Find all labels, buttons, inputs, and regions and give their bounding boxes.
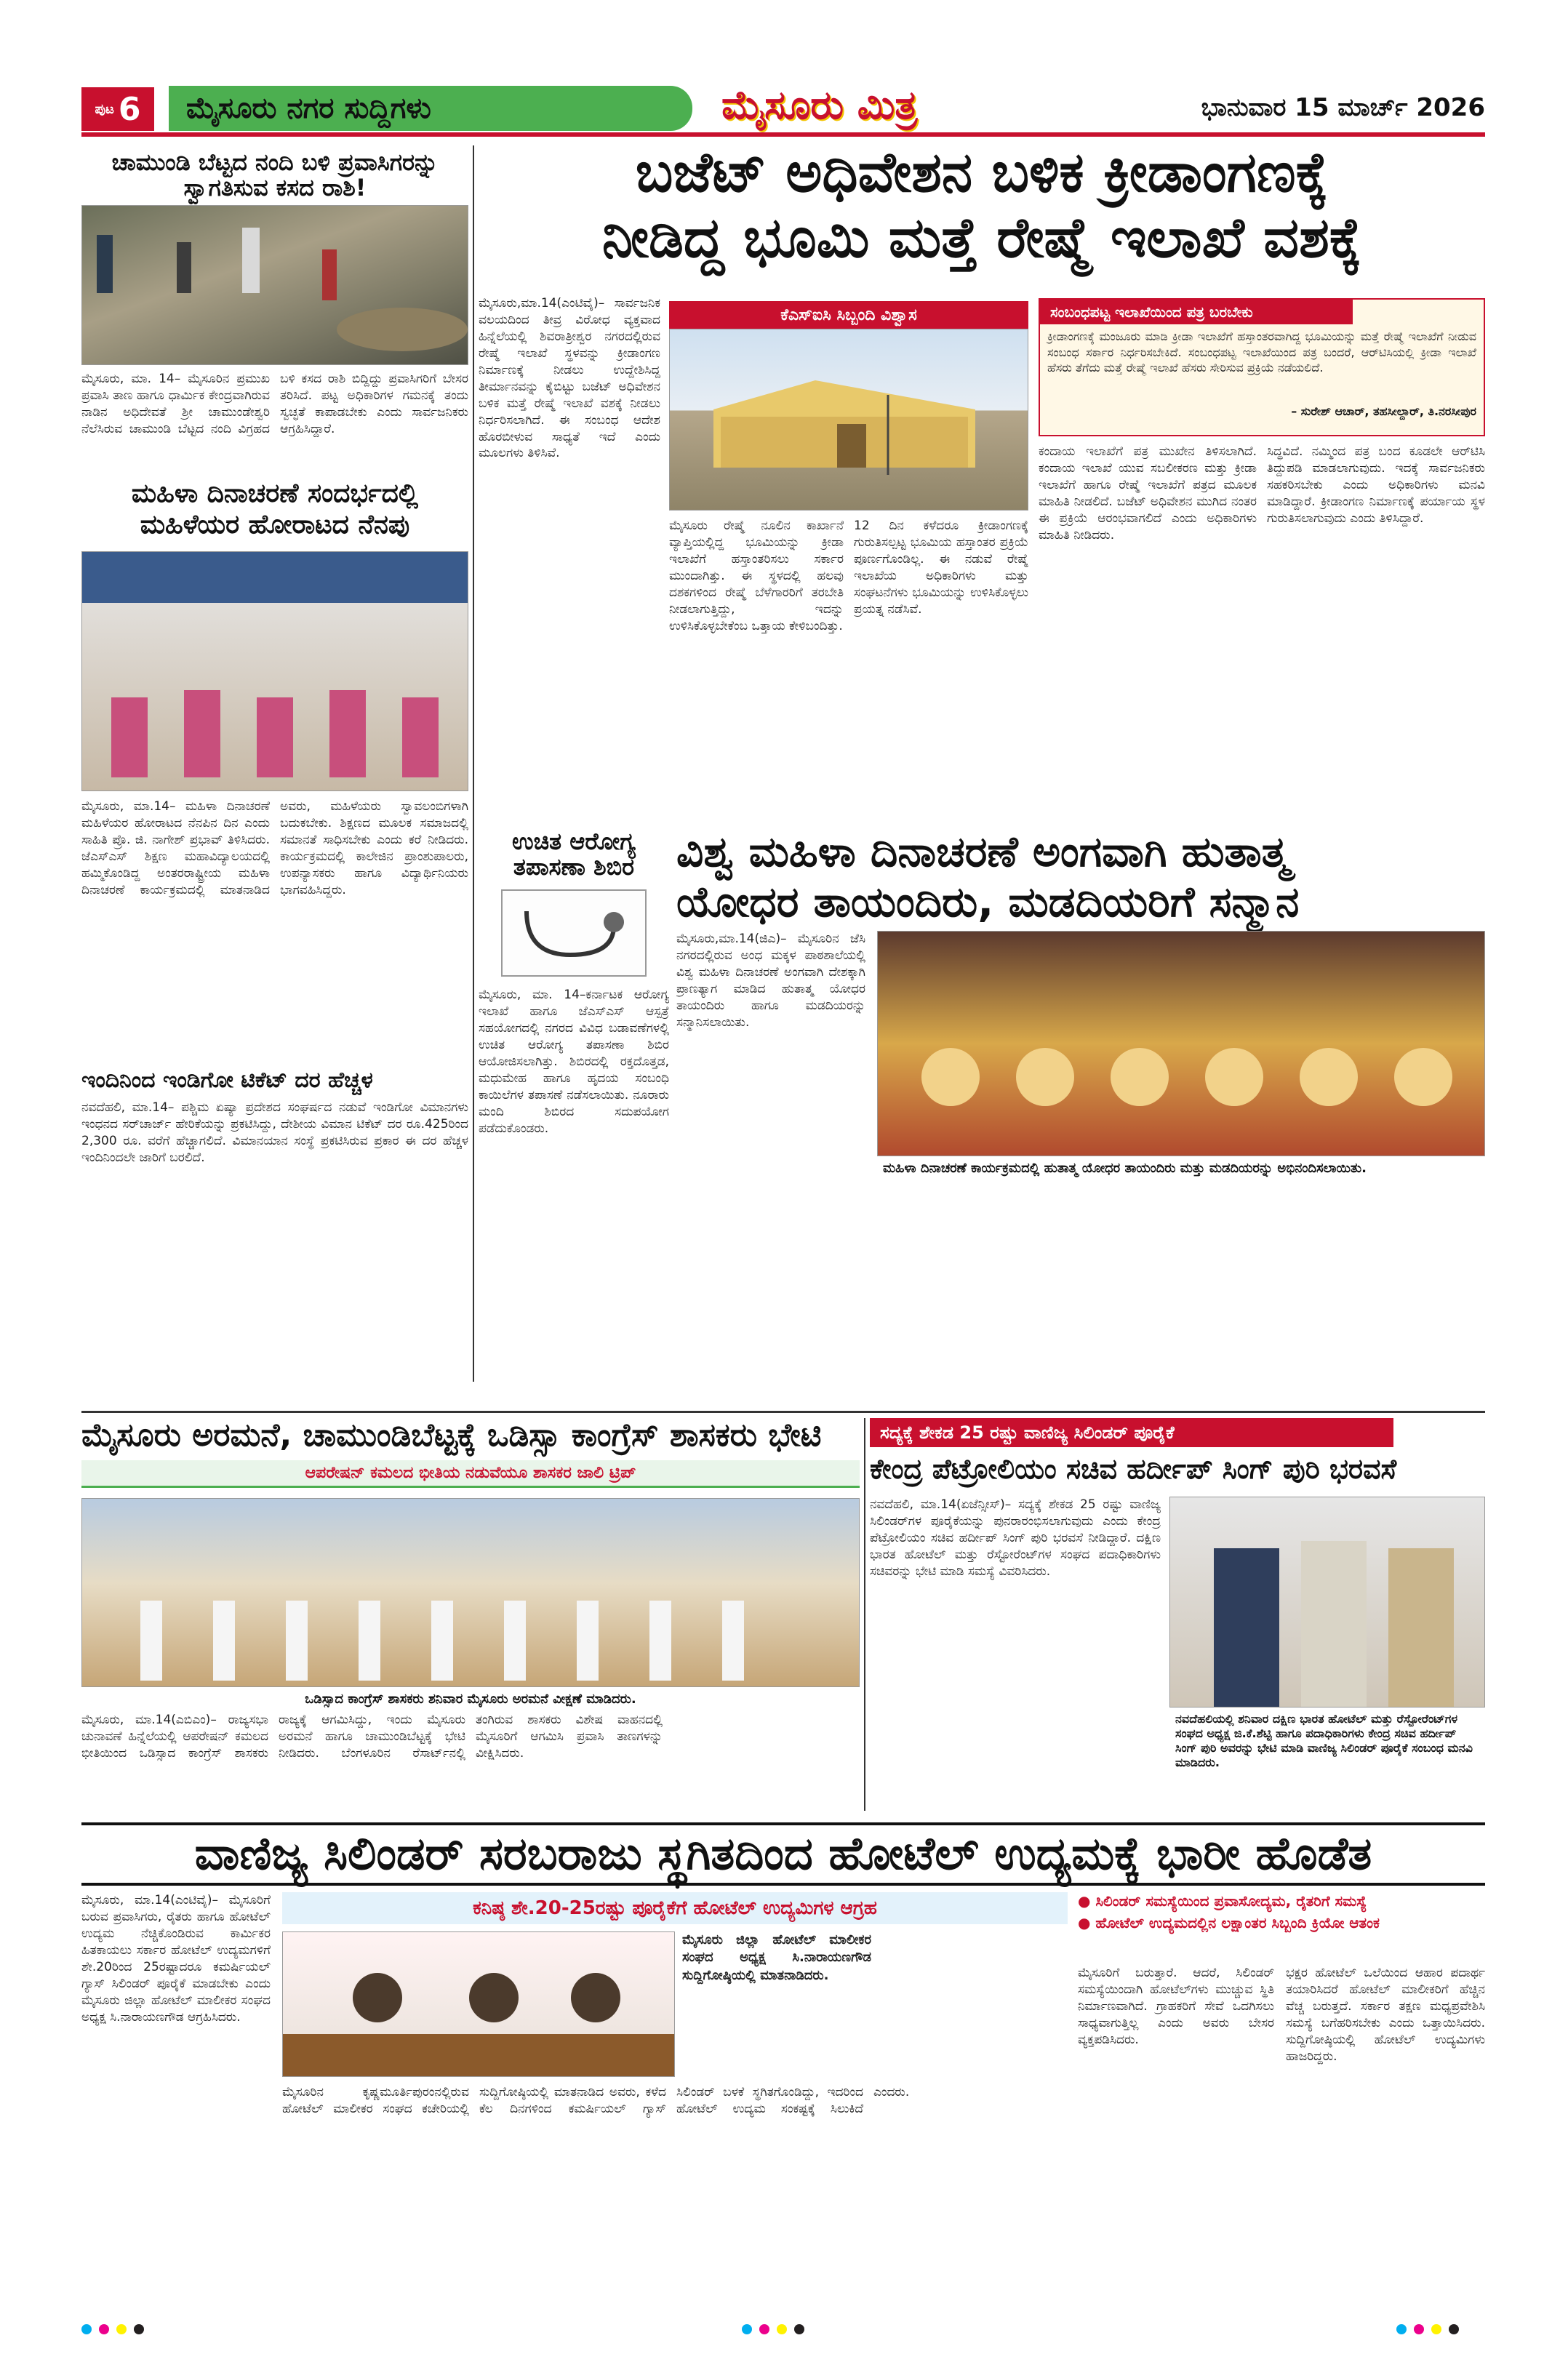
headline: ಕೇಂದ್ರ ಪೆಟ್ರೋಲಿಯಂ ಸಚಿವ ಹರ್ದೀಪ್ ಸಿಂಗ್ ಪುರಿ ಭರವಸೆ <box>870 1453 1397 1485</box>
black-dot <box>1449 2324 1459 2334</box>
story-body: ನವದೆಹಲಿ, ಮಾ.14– ಪಶ್ಚಿಮ ಏಷ್ಯಾ ಪ್ರದೇಶದ ಸಂಘರ್ಷದ ನಡುವೆ ಇಂಡಿಗೋ ವಿಮಾನಗಳು ಇಂಧನದ ಸರ್‌ಚಾರ್ಜ್ ಹೇರಿಕೆಯನ್ನು ಪ್ರಕಟಿಸಿದ್ದು, ದೇಶೀಯ ವಿಮಾನ ಟಿಕೆಟ್ ದರ ರೂ.425ರಿಂದ 2,300 ರೂ. ವರೆಗೆ ಹೆಚ್ಚಾಗಲಿದೆ. ವಿಮಾನಯಾನ ಸಂಸ್ಥೆ ಪ್ರಕಟಿಸಿರುವ ಪ್ರಕಾರ ಈ ದರ ಹೆಚ್ಚಳ ಇಂದಿನಿಂದಲೇ ಜಾರಿಗೆ ಬರಲಿದೆ. <box>81 1100 468 1166</box>
magenta-dot <box>759 2324 769 2334</box>
black-dot <box>794 2324 804 2334</box>
story-indigo-fare <box>81 1069 468 1389</box>
story-body-col4: ಭಕ್ಷರ ಹೋಟೆಲ್ ಒಲೆಯಿಂದ ಆಹಾರ ಪದಾರ್ಥ ತಯಾರಿಸಿದರೆ ಹೋಟೆಲ್ ಮಾಲೀಕರಿಗೆ ಹೆಚ್ಚಿನ ವೆಚ್ಚ ಬರುತ್ತದೆ. ಸರ್ಕಾರ ತಕ್ಷಣ ಮಧ್ಯಪ್ರವೇಶಿಸಿ ಸಮಸ್ಯೆ ಬಗೆಹರಿಸಬೇಕು ಎಂದು ಒತ್ತಾಯಿಸಿದರು. ಸುದ್ದಿಗೋಷ್ಠಿಯಲ್ಲಿ ಹೋಟೆಲ್ ಉದ್ಯಮಿಗಳು ಹಾಜರಿದ್ದರು. <box>1286 1966 1485 2064</box>
story-cylinder-minister <box>870 1418 1485 1811</box>
palace-group-image <box>82 1499 860 1687</box>
photo-caption: ಒಡಿಸ್ಸಾದ ಕಾಂಗ್ರೆಸ್ ಶಾಸಕರು ಶನಿವಾರ ಮೈಸೂರು ಅರಮನೆ ವೀಕ್ಷಣೆ ಮಾಡಿದರು. <box>305 1692 636 1707</box>
quote-label: ಮೈಸೂರು ಜಿಲ್ಲಾ ಹೋಟೆಲ್ ಮಾಲೀಕರ ಸಂಘದ ಅಧ್ಯಕ್ಷ ಸಿ.ನಾರಾಯಣಗೌಡ ಸುದ್ದಿಗೋಷ್ಠಿಯಲ್ಲಿ ಮಾತನಾಡಿದರು. <box>682 1932 871 1983</box>
story-body: ಮೈಸೂರು, ಮಾ. 14–ಕರ್ನಾಟಕ ಆರೋಗ್ಯ ಇಲಾಖೆ ಹಾಗೂ ಜೆಎಸ್‌ಎಸ್ ಆಸ್ಪತ್ರೆ ಸಹಯೋಗದಲ್ಲಿ ನಗರದ ವಿವಿಧ ಬಡಾವಣೆಗಳಲ್ಲಿ ಉಚಿತ ಆರೋಗ್ಯ ತಪಾಸಣಾ ಶಿಬಿರ ಆಯೋಜಿಸಲಾಗಿತ್ತು. ಶಿಬಿರದಲ್ಲಿ ರಕ್ತದೊತ್ತಡ, ಮಧುಮೇಹ ಹಾಗೂ ಹೃದಯ ಸಂಬಂಧಿ ಕಾಯಿಲೆಗಳ ತಪಾಸಣೆ ನಡೆಸಲಾಯಿತು. ನೂರಾರು ಮಂದಿ ಶಿಬಿರದ ಸದುಪಯೋಗ ಪಡೆದುಕೊಂಡರು. <box>479 988 669 1136</box>
story-body-col3: 12 ದಿನ ಕಳೆದರೂ ಕ್ರೀಡಾಂಗಣಕ್ಕೆ ಗುರುತಿಸಲ್ಪಟ್ಟ ಭೂಮಿಯ ಹಸ್ತಾಂತರ ಪ್ರಕ್ರಿಯೆ ಪೂರ್ಣಗೊಂಡಿಲ್ಲ. ಈ ನಡುವೆ ರೇಷ್ಮೆ ಇಲಾಖೆಯ ಅಧಿಕಾರಿಗಳು ಮತ್ತು ಸಂಘಟನೆಗಳು ಭೂಮಿಯನ್ನು ಉಳಿಸಿಕೊಳ್ಳಲು ಪ್ರಯತ್ನ ನಡೆಸಿವೆ. <box>854 519 1028 617</box>
photo-caption: ನವದೆಹಲಿಯಲ್ಲಿ ಶನಿವಾರ ದಕ್ಷಿಣ ಭಾರತ ಹೋಟೆಲ್ ಮತ್ತು ರೆಸ್ಟೋರೆಂಟ್‌ಗಳ ಸಂಘದ ಅಧ್ಯಕ್ಷ ಜಿ.ಕೆ.ಶೆಟ್ಟಿ ಹಾಗೂ ಪದಾಧಿಕಾರಿಗಳು ಕೇಂದ್ರ ಸಚಿವ ಹರ್ದೀಪ್ ಸಿಂಗ್ ಪುರಿ ಅವರನ್ನು ಭೇಟಿ ಮಾಡಿ ವಾಣಿಜ್ಯ ಸಿಲಿಂಡರ್ ಪೂರೈಕೆ ಸಂಬಂಧ ಮನವಿ ಮಾಡಿದರು. <box>1175 1712 1473 1769</box>
story-body: ಮೈಸೂರು, ಮಾ.14– ಮಹಿಳಾ ದಿನಾಚರಣೆ ಮಹಿಳೆಯರ ಹೋರಾಟದ ನೆನಪಿನ ದಿನ ಎಂದು ಸಾಹಿತಿ ಪ್ರೊ. ಜಿ. ನಾಗೇಶ್ ಪ್ರಭಾವ್ ತಿಳಿಸಿದರು. ಜೆಎಸ್‌ಎಸ್ ಶಿಕ್ಷಣ ಮಹಾವಿದ್ಯಾಲಯದಲ್ಲಿ ಹಮ್ಮಿಕೊಂಡಿದ್ದ ಅಂತರರಾಷ್ಟ್ರೀಯ ಮಹಿಳಾ ದಿನಾಚರಣೆ ಕಾರ್ಯಕ್ರಮದಲ್ಲಿ ಮಾತನಾಡಿದ ಅವರು, ಮಹಿಳೆಯರು ಸ್ವಾವಲಂಬಿಗಳಾಗಿ ಬದುಕಬೇಕು. ಶಿಕ್ಷಣದ ಮೂಲಕ ಸಮಾಜದಲ್ಲಿ ಸಮಾನತೆ ಸಾಧಿಸಬೇಕು ಎಂದು ಕರೆ ನೀಡಿದರು. ಕಾರ್ಯಕ್ರಮದಲ್ಲಿ ಕಾಲೇಜಿನ ಪ್ರಾಂಶುಪಾಲರು, ಉಪನ್ಯಾಸಕರು ಹಾಗೂ ವಿದ್ಯಾರ್ಥಿನಿಯರು ಭಾಗವಹಿಸಿದ್ದರು. <box>81 799 468 897</box>
bullet-box <box>1078 1892 1485 1958</box>
ceremony-photo <box>877 931 1485 1156</box>
story-body-col3: ಮೈಸೂರಿಗೆ ಬರುತ್ತಾರೆ. ಆದರೆ, ಸಿಲಿಂಡರ್ ಸಮಸ್ಯೆಯಿಂದಾಗಿ ಹೋಟೆಲ್‌ಗಳು ಮುಚ್ಚುವ ಸ್ಥಿತಿ ನಿರ್ಮಾಣವಾಗಿದೆ. ಗ್ರಾಹಕರಿಗೆ ಸೇವೆ ಒದಗಿಸಲು ಸಾಧ್ಯವಾಗುತ್ತಿಲ್ಲ ಎಂದು ಅವರು ಬೇಸರ ವ್ಯಕ್ತಪಡಿಸಿದರು. <box>1078 1966 1274 2047</box>
column-divider <box>864 1418 865 1811</box>
yellow-dot <box>116 2324 127 2334</box>
headline-line1: ಉಚಿತ ಆರೋಗ್ಯ <box>512 829 636 855</box>
news-photo <box>81 205 468 365</box>
sidebox-signature: – ಸುರೇಶ್ ಆಚಾರ್, ತಹಸೀಲ್ದಾರ್, ತಿ.ನರಸೀಪುರ <box>1291 404 1476 418</box>
print-registration-marks <box>81 2324 144 2334</box>
black-dot <box>134 2324 144 2334</box>
story-body-col4: ಕಂದಾಯ ಇಲಾಖೆಗೆ ಪತ್ರ ಮುಖೇನ ತಿಳಿಸಲಾಗಿದೆ. ಕಂದಾಯ ಇಲಾಖೆ ಯುವ ಸಬಲೀಕರಣ ಮತ್ತು ಕ್ರೀಡಾ ಇಲಾಖೆಗೆ ಹಾಗೂ ರೇಷ್ಮೆ ಇಲಾಖೆಗೆ ಪತ್ರದ ಮೂಲಕ ಮಾಹಿತಿ ನೀಡಲಿದೆ. ಬಜೆಟ್ ಅಧಿವೇಶನ ಮುಗಿದ ನಂತರ ಈ ಪ್ರಕ್ರಿಯೆ ಆರಂಭವಾಗಲಿದೆ ಎಂದು ಅಧಿಕಾರಿಗಳು ಮಾಹಿತಿ ನೀಡಿದರು. <box>1039 444 1257 543</box>
women-group-image <box>82 552 468 791</box>
press-meet-photo <box>282 1931 675 2077</box>
kicker-bar: ಸದ್ಯಕ್ಕೆ ಶೇಕಡ 25 ರಷ್ಟು ವಾಣಿಜ್ಯ ಸಿಲಿಂಡರ್ ಪೂರೈಕೆ <box>870 1418 1393 1447</box>
headline-line1: ವಿಶ್ವ ಮಹಿಳಾ ದಿನಾಚರಣೆ ಅಂಗವಾಗಿ ಹುತಾತ್ಮ <box>676 829 1290 876</box>
magenta-dot <box>99 2324 109 2334</box>
press-meet-image <box>283 1932 675 2077</box>
print-registration-marks <box>1396 2324 1459 2334</box>
factory-building-image <box>670 329 1028 511</box>
masthead <box>81 81 1485 137</box>
story-womens-day-struggle <box>81 480 468 1062</box>
headline: ಇಂದಿನಿಂದ ಇಂಡಿಗೋ ಟಿಕೆಟ್ ದರ ಹೆಚ್ಚಳ <box>81 1069 373 1093</box>
newspaper-logo: ಮೈಸೂರು ಮಿತ್ರ <box>721 81 918 128</box>
group-photo <box>81 551 468 791</box>
subhead-bar: ಆಪರೇಷನ್ ಕಮಲದ ಭೀತಿಯ ನಡುವೆಯೂ ಶಾಸಕರ ಜಾಲಿ ಟ್ರಿಪ್ <box>81 1460 860 1488</box>
headline: ವಾಣಿಜ್ಯ ಸಿಲಿಂಡರ್ ಸರಬರಾಜು ಸ್ಥಗಿತದಿಂದ ಹೋಟೆಲ್ ಉದ್ಯಮಕ್ಕೆ ಭಾರೀ ಹೊಡೆತ <box>81 1822 1485 1886</box>
people-on-rocks-image <box>82 206 468 365</box>
sidebox-body: ಕ್ರೀಡಾಂಗಣಕ್ಕೆ ಮಂಜೂರು ಮಾಡಿ ಕ್ರೀಡಾ ಇಲಾಖೆಗೆ ಹಸ್ತಾಂತರವಾಗಿದ್ದ ಭೂಮಿಯನ್ನು ಮತ್ತೆ ರೇಷ್ಮೆ ಇಲಾಖೆಗೆ ನೀಡುವ ಸಂಬಂಧ ಸರ್ಕಾರ ನಿರ್ಧರಿಸಬೇಕಿದೆ. ಸಂಬಂಧಪಟ್ಟ ಇಲಾಖೆಯಿಂದ ಪತ್ರ ಬಂದರೆ, ಆರ್‌ಟಿಸಿಯಲ್ಲಿ ಕ್ರೀಡಾ ಇಲಾಖೆ ಹೆಸರು ತೆಗೆದು ಮತ್ತೆ ರೇಷ್ಮೆ ಇಲಾಖೆ ಹೆಸರು ಸೇರಿಸುವ ಪ್ರಕ್ರಿಯೆ ನಡೆಯಲಿದೆ. <box>1047 329 1476 375</box>
story-body: ನವದೆಹಲಿ, ಮಾ.14(ಏಜೆನ್ಸೀಸ್)– ಸದ್ಯಕ್ಕೆ ಶೇಕಡ 25 ರಷ್ಟು ವಾಣಿಜ್ಯ ಸಿಲಿಂಡರ್‌ಗಳ ಪೂರೈಕೆಯನ್ನು ಪುನರಾರಂಭಿಸಲಾಗುವುದು ಎಂದು ಕೇಂದ್ರ ಪೆಟ್ರೋಲಿಯಂ ಸಚಿವ ಹರ್ದೀಪ್ ಸಿಂಗ್ ಪುರಿ ಭರವಸೆ ನೀಡಿದ್ದಾರೆ. ದಕ್ಷಿಣ ಭಾರತ ಹೋಟೆಲ್ ಮತ್ತು ರೆಸ್ಟೋರೆಂಟ್‌ಗಳ ಸಂಘದ ಪದಾಧಿಕಾರಿಗಳು ಸಚಿವರನ್ನು ಭೇಟಿ ಮಾಡಿ ಸಮಸ್ಯೆ ವಿವರಿಸಿದರು. <box>870 1497 1161 1579</box>
minister-photo <box>1169 1497 1485 1708</box>
bullet-item: ● ಹೋಟೆಲ್ ಉದ್ಯಮದಲ್ಲಿನ ಲಕ್ಷಾಂತರ ಸಿಬ್ಬಂದಿ ಕ್ರಿಯೋ ಆತಂಕ <box>1078 1914 1380 1931</box>
story-body: ಮೈಸೂರು,ಮಾ.14(ಜಿಎ)– ಮೈಸೂರಿನ ಜೆಸಿ ನಗರದಲ್ಲಿರುವ ಅಂಧ ಮಕ್ಕಳ ಪಾಠಶಾಲೆಯಲ್ಲಿ ವಿಶ್ವ ಮಹಿಳಾ ದಿನಾಚರಣೆ ಅಂಗವಾಗಿ ದೇಶಕ್ಕಾಗಿ ಪ್ರಾಣತ್ಯಾಗ ಮಾಡಿದ ಹುತಾತ್ಮ ಯೋಧರ ತಾಯಂದಿರು ಹಾಗೂ ಮಡದಿಯರನ್ನು ಸನ್ಮಾನಿಸಲಾಯಿತು. <box>676 932 865 1030</box>
yellow-dot <box>777 2324 787 2334</box>
cyan-dot <box>1396 2324 1407 2334</box>
column-divider <box>473 145 474 1382</box>
column-divider <box>81 1411 1485 1413</box>
lead-headline-line2: ನೀಡಿದ್ದ ಭೂಮಿ ಮತ್ತೆ ರೇಷ್ಮೆ ಇಲಾಖೆ ವಶಕ್ಕೆ <box>601 205 1362 271</box>
print-registration-marks <box>742 2324 804 2334</box>
ceremony-image <box>878 932 1485 1156</box>
section-title: ಮೈಸೂರು ನಗರ ಸುದ್ದಿಗಳು <box>169 86 692 131</box>
headline: ಚಾಮುಂಡಿ ಬೆಟ್ಟದ ನಂದಿ ಬಳಿ ಪ್ರವಾಸಿಗರನ್ನು ಸ್ವಾಗತಿಸುವ ಕಸದ ರಾಶಿ! <box>111 148 439 201</box>
story-health-camp <box>479 829 669 1382</box>
story-body: ಮೈಸೂರು, ಮಾ.14(ಎಬಿಎಂ)– ರಾಜ್ಯಸಭಾ ಚುನಾವಣೆ ಹಿನ್ನೆಲೆಯಲ್ಲಿ ಆಪರೇಷನ್ ಕಮಲದ ಭೀತಿಯಿಂದ ಒಡಿಸ್ಸಾದ ಕಾಂಗ್ರೆಸ್ ಶಾಸಕರು ರಾಜ್ಯಕ್ಕೆ ಆಗಮಿಸಿದ್ದು, ಇಂದು ಮೈಸೂರು ಅರಮನೆ ಹಾಗೂ ಚಾಮುಂಡಿಬೆಟ್ಟಕ್ಕೆ ಭೇಟಿ ನೀಡಿದರು. ಬೆಂಗಳೂರಿನ ರೆಸಾರ್ಟ್‌ನಲ್ಲಿ ತಂಗಿರುವ ಶಾಸಕರು ವಿಶೇಷ ವಾಹನದಲ್ಲಿ ಮೈಸೂರಿಗೆ ಆಗಮಿಸಿ ಪ್ರವಾಸಿ ತಾಣಗಳನ್ನು ವೀಕ್ಷಿಸಿದರು. <box>81 1713 663 1761</box>
headline: ಮೈಸೂರು ಅರಮನೆ, ಚಾಮುಂಡಿಬೆಟ್ಟಕ್ಕೆ ಒಡಿಸ್ಸಾ ಕಾಂಗ್ರೆಸ್ ಶಾಸಕರು ಭೇಟಿ <box>81 1418 822 1454</box>
headline-line1: ಮಹಿಳಾ ದಿನಾಚರಣೆ ಸಂದರ್ಭದಲ್ಲಿ <box>131 480 419 508</box>
photo-label: ಕೆಎಸ್‌ಐಸಿ ಸಿಬ್ಬಂದಿ ವಿಶ್ವಾಸ <box>669 301 1028 329</box>
story-body: ಮೈಸೂರು, ಮಾ. 14– ಮೈಸೂರಿನ ಪ್ರಮುಖ ಪ್ರವಾಸಿ ತಾಣ ಹಾಗೂ ಧಾರ್ಮಿಕ ಕೇಂದ್ರವಾಗಿರುವ ನಾಡಿನ ಅಧಿದೇವತೆ ಶ್ರೀ ಚಾಮುಂಡೇಶ್ವರಿ ನೆಲೆಸಿರುವ ಚಾಮುಂಡಿ ಬೆಟ್ಟದ ನಂದಿ ವಿಗ್ರಹದ ಬಳಿ ಕಸದ ರಾಶಿ ಬಿದ್ದಿದ್ದು ಪ್ರವಾಸಿಗರಿಗೆ ಬೇಸರ ತರಿಸಿದೆ. ಪಟ್ಟ ಅಧಿಕಾರಿಗಳ ಗಮನಕ್ಕೆ ತಂದು ಸ್ವಚ್ಛತೆ ಕಾಪಾಡಬೇಕು ಎಂದು ಸಾರ್ವಜನಿಕರು ಆಗ್ರಹಿಸಿದ್ದಾರೆ. <box>81 372 468 436</box>
cyan-dot <box>742 2324 752 2334</box>
palace-photo <box>81 1498 860 1687</box>
story-odisha-mlas <box>81 1418 860 1811</box>
cyan-dot <box>81 2324 92 2334</box>
story-hotel-industry <box>81 1822 1485 2288</box>
page-number-badge: ಪುಟ 6 <box>81 87 154 131</box>
story-martyrs-honour <box>676 829 1485 1411</box>
magenta-dot <box>1414 2324 1424 2334</box>
sidebox-title: ಸಂಬಂಧಪಟ್ಟ ಇಲಾಖೆಯಿಂದ ಪತ್ರ ಬರಬೇಕು <box>1040 300 1353 324</box>
dateline: ಭಾನುವಾರ 15 ಮಾರ್ಚ್ 2026 <box>1201 93 1485 122</box>
stethoscope-icon <box>501 889 647 977</box>
lead-headline-line1: ಬಜೆಟ್ ಅಧಿವೇಶನ ಬಳಿಕ ಕ್ರೀಡಾಂಗಣಕ್ಕೆ <box>635 143 1329 204</box>
story-body-col2: ಮೈಸೂರಿನ ಕೃಷ್ಣಮೂರ್ತಿಪುರಂನಲ್ಲಿರುವ ಹೋಟೆಲ್ ಮಾಲೀಕರ ಸಂಘದ ಕಚೇರಿಯಲ್ಲಿ ಸುದ್ದಿಗೋಷ್ಠಿಯಲ್ಲಿ ಮಾತನಾಡಿದ ಅವರು, ಕಳೆದ ಕೆಲ ದಿನಗಳಿಂದ ಕಮರ್ಷಿಯಲ್ ಗ್ಯಾಸ್ ಸಿಲಿಂಡರ್ ಬಳಕೆ ಸ್ಥಗಿತಗೊಂಡಿದ್ದು, ಇದರಿಂದ ಹೋಟೆಲ್ ಉದ್ಯಮ ಸಂಕಷ್ಟಕ್ಕೆ ಸಿಲುಕಿದೆ ಎಂದರು. <box>282 2085 910 2116</box>
story-stadium-land <box>479 143 1485 870</box>
photo-caption: ಮಹಿಳಾ ದಿನಾಚರಣೆ ಕಾರ್ಯಕ್ರಮದಲ್ಲಿ ಹುತಾತ್ಮ ಯೋಧರ ತಾಯಂದಿರು ಮತ್ತು ಮಡದಿಯರನ್ನು ಅಭಿನಂದಿಸಲಾಯಿತು. <box>883 1161 1367 1176</box>
sidebox <box>1039 298 1485 436</box>
yellow-dot <box>1431 2324 1441 2334</box>
factory-photo <box>669 329 1028 511</box>
story-body-col1: ಮೈಸೂರು,ಮಾ.14(ಎಂಟಿವೈ)– ಸಾರ್ವಜನಿಕ ವಲಯದಿಂದ ತೀವ್ರ ವಿರೋಧ ವ್ಯಕ್ತವಾದ ಹಿನ್ನೆಲೆಯಲ್ಲಿ ಶಿವರಾತ್ರೀಶ್ವರ ನಗರದಲ್ಲಿರುವ ರೇಷ್ಮೆ ಇಲಾಖೆ ಸ್ಥಳವನ್ನು ಕ್ರೀಡಾಂಗಣ ನಿರ್ಮಾಣಕ್ಕೆ ನೀಡಲು ಉದ್ದೇಶಿಸಿದ್ದ ತೀರ್ಮಾನವನ್ನು ಕೈಬಿಟ್ಟು ಬಜೆಟ್ ಅಧಿವೇಶನ ಬಳಿಕ ಮತ್ತೆ ರೇಷ್ಮೆ ಇಲಾಖೆ ವಶಕ್ಕೆ ನೀಡಲು ನಿರ್ಧರಿಸಲಾಗಿದೆ. ಈ ಸಂಬಂಧ ಆದೇಶ ಹೊರಬೀಳುವ ಸಾಧ್ಯತೆ ಇದೆ ಎಂದು ಮೂಲಗಳು ತಿಳಿಸಿವೆ. <box>479 296 660 461</box>
headline-line2: ಯೋಧರ ತಾಯಂದಿರು, ಮಡದಿಯರಿಗೆ ಸನ್ಮಾನ <box>676 876 1300 926</box>
headline-line2: ತಪಾಸಣಾ ಶಿಬಿರ <box>513 852 635 881</box>
minister-meeting-image <box>1170 1497 1485 1708</box>
bullet-item: ● ಸಿಲಿಂಡರ್ ಸಮಸ್ಯೆಯಿಂದ ಪ್ರವಾಸೋದ್ಯಮ, ರೈತರಿಗೆ ಸಮಸ್ಯೆ <box>1078 1892 1367 1910</box>
headline-line2: ಮಹಿಳೆಯರ ಹೋರಾಟದ ನೆನಪು <box>140 509 410 540</box>
story-body-col2: ಮೈಸೂರು ರೇಷ್ಮೆ ನೂಲಿನ ಕಾರ್ಖಾನೆ ವ್ಯಾಪ್ತಿಯಲ್ಲಿದ್ದ ಭೂಮಿಯನ್ನು ಕ್ರೀಡಾ ಇಲಾಖೆಗೆ ಹಸ್ತಾಂತರಿಸಲು ಸರ್ಕಾರ ಮುಂದಾಗಿತ್ತು. ಈ ಸ್ಥಳದಲ್ಲಿ ಹಲವು ದಶಕಗಳಿಂದ ರೇಷ್ಮೆ ಬೆಳೆಗಾರರಿಗೆ ತರಬೇತಿ ನೀಡಲಾಗುತ್ತಿದ್ದು, ಇದನ್ನು ಉಳಿಸಿಕೊಳ್ಳಬೇಕೆಂಬ ಒತ್ತಾಯ ಕೇಳಿಬಂದಿತ್ತು. <box>669 519 844 633</box>
subhead-bar: ಕನಿಷ್ಠ ಶೇ.20-25ರಷ್ಟು ಪೂರೈಕೆಗೆ ಹೋಟೆಲ್ ಉದ್ಯಮಿಗಳ ಆಗ್ರಹ <box>282 1892 1068 1924</box>
story-body-col1: ಮೈಸೂರು, ಮಾ.14(ಎಂಟಿವೈ)– ಮೈಸೂರಿಗೆ ಬರುವ ಪ್ರವಾಸಿಗರು, ರೈತರು ಹಾಗೂ ಹೋಟೆಲ್ ಉದ್ಯಮ ನೆಚ್ಚಿಕೊಂಡಿರುವ ಕಾರ್ಮಿಕರ ಹಿತಕಾಯಲು ಸರ್ಕಾರ ಹೋಟೆಲ್ ಉದ್ಯಮಗಳಿಗೆ ಶೇ.20ರಿಂದ 25ರಷ್ಟಾದರೂ ಕಮರ್ಷಿಯಲ್ ಗ್ಯಾಸ್ ಸಿಲಿಂಡರ್ ಪೂರೈಕೆ ಮಾಡಬೇಕು ಎಂದು ಮೈಸೂರು ಜಿಲ್ಲಾ ಹೋಟೆಲ್ ಮಾಲೀಕರ ಸಂಘದ ಅಧ್ಯಕ್ಷ ಸಿ.ನಾರಾಯಣಗೌಡ ಆಗ್ರಹಿಸಿದರು. <box>81 1893 271 2025</box>
story-body-col5: ಸಿದ್ಧವಿದೆ. ನಮ್ಮಿಂದ ಪತ್ರ ಬಂದ ಕೂಡಲೇ ಆರ್‌ಟಿಸಿ ತಿದ್ದುಪಡಿ ಮಾಡಲಾಗುವುದು. ಇದಕ್ಕೆ ಸಾರ್ವಜನಿಕರು ಸಹಕರಿಸಬೇಕು ಎಂದು ಅಧಿಕಾರಿಗಳು ಮನವಿ ಮಾಡಿದ್ದಾರೆ. ಕ್ರೀಡಾಂಗಣ ನಿರ್ಮಾಣಕ್ಕೆ ಪರ್ಯಾಯ ಸ್ಥಳ ಗುರುತಿಸಲಾಗುವುದು ಎಂದು ತಿಳಿಸಿದ್ದಾರೆ. <box>1267 444 1485 526</box>
